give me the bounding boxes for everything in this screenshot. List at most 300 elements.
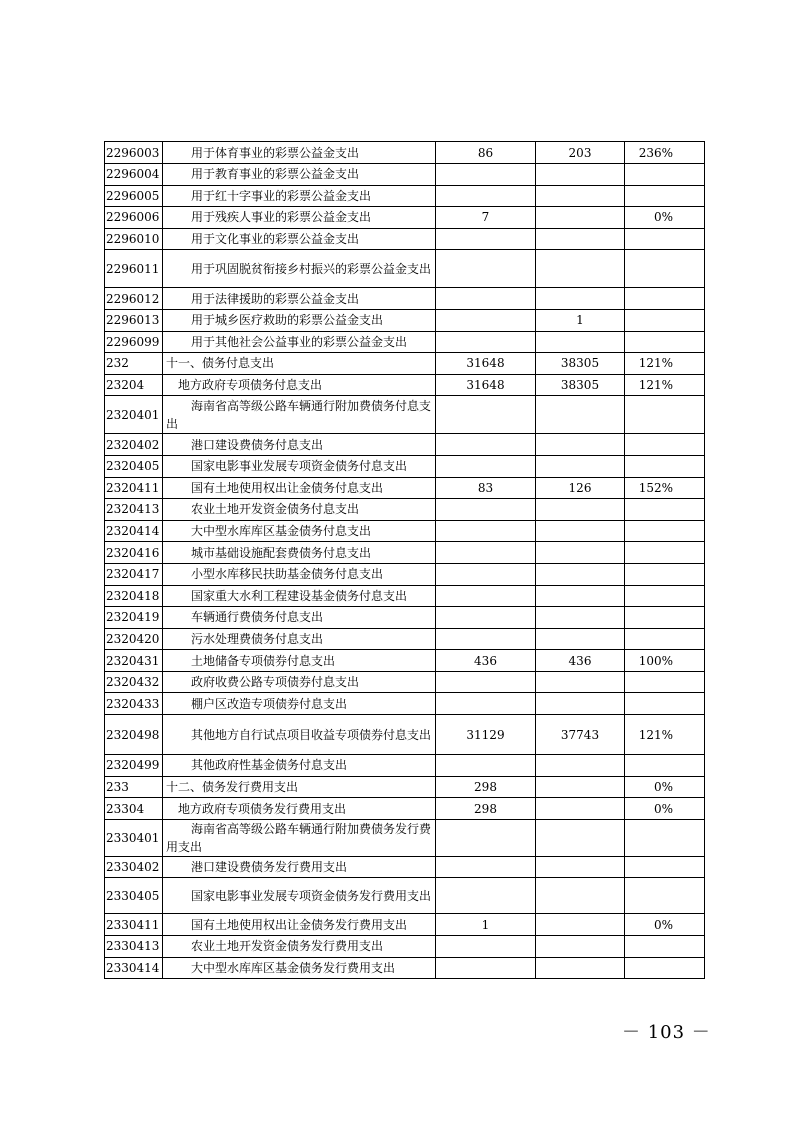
- row-actual-value: [536, 819, 625, 856]
- row-percentage: [625, 856, 705, 878]
- row-code: [105, 353, 163, 375]
- row-percentage: [625, 914, 705, 936]
- row-code-text: 2320411: [106, 480, 160, 495]
- table-row: [105, 628, 705, 650]
- row-percentage: [625, 715, 705, 755]
- page-number: － 103 －: [622, 1022, 711, 1043]
- row-budget-value-text: 86: [477, 145, 494, 160]
- row-budget-value: [436, 250, 536, 288]
- row-percentage: [625, 936, 705, 958]
- row-code: [105, 207, 163, 229]
- row-percentage: [625, 563, 705, 585]
- table-row: [105, 957, 705, 979]
- table-row: [105, 671, 705, 693]
- row-item-name: [163, 185, 436, 207]
- row-item-name: [163, 878, 436, 914]
- row-code: [105, 607, 163, 629]
- row-budget-value-text: 298: [474, 779, 497, 794]
- row-item-name-text: 用于残疾人事业的彩票公益金支出: [191, 210, 372, 225]
- row-code: [105, 185, 163, 207]
- row-percentage: [625, 819, 705, 856]
- row-actual-value: [536, 957, 625, 979]
- row-item-name-text: 港口建设费债务付息支出: [191, 437, 324, 452]
- table-row: [105, 353, 705, 375]
- row-item-name: [163, 353, 436, 375]
- row-budget-value: [436, 542, 536, 564]
- row-actual-value: [536, 374, 625, 396]
- row-item-name-text: 国家电影事业发展专项资金债务发行费用支出: [191, 888, 432, 903]
- table-row: [105, 250, 705, 288]
- row-item-name-text: 用于巩固脱贫衔接乡村振兴的彩票公益金支出: [191, 261, 432, 276]
- row-code-text: 2320413: [106, 502, 160, 517]
- row-actual-value: [536, 353, 625, 375]
- row-budget-value: [436, 353, 536, 375]
- row-code: [105, 288, 163, 310]
- budget-table-body: [105, 142, 705, 979]
- row-percentage: [625, 309, 705, 331]
- row-code-text: 2296010: [106, 232, 160, 247]
- table-row: [105, 396, 705, 434]
- row-item-name: [163, 914, 436, 936]
- table-row: [105, 693, 705, 715]
- row-code: [105, 798, 163, 820]
- budget-table: [104, 141, 705, 979]
- row-code-text: 2320402: [106, 437, 160, 452]
- row-item-name: [163, 755, 436, 777]
- row-item-name-text: 政府收费公路专项债券付息支出: [191, 675, 360, 690]
- row-percentage-text: 236%: [638, 145, 673, 160]
- row-budget-value: [436, 499, 536, 521]
- table-row: [105, 520, 705, 542]
- row-budget-value: [436, 164, 536, 186]
- row-percentage: [625, 185, 705, 207]
- row-code: [105, 671, 163, 693]
- row-budget-value: [436, 607, 536, 629]
- table-row: [105, 715, 705, 755]
- table-row: [105, 563, 705, 585]
- row-item-name: [163, 585, 436, 607]
- row-item-name-text: 农业土地开发资金债务付息支出: [191, 502, 360, 517]
- row-item-name-text: 十二、债务发行费用支出: [166, 779, 299, 794]
- row-item-name: [163, 477, 436, 499]
- row-actual-value: [536, 164, 625, 186]
- row-budget-value: [436, 856, 536, 878]
- table-row: [105, 455, 705, 477]
- row-actual-value-text: 38305: [560, 378, 600, 393]
- row-actual-value: [536, 331, 625, 353]
- row-item-name-text: 海南省高等级公路车辆通行附加费债务付息支出: [166, 398, 432, 431]
- row-actual-value: [536, 477, 625, 499]
- row-actual-value: [536, 585, 625, 607]
- row-percentage: [625, 288, 705, 310]
- table-row: [105, 878, 705, 914]
- row-item-name: [163, 856, 436, 878]
- row-code: [105, 499, 163, 521]
- row-code: [105, 396, 163, 434]
- row-budget-value-text: 31129: [466, 727, 505, 742]
- row-code: [105, 374, 163, 396]
- row-item-name-text: 国有土地使用权出让金债务发行费用支出: [191, 917, 408, 932]
- row-actual-value: [536, 542, 625, 564]
- row-code: [105, 914, 163, 936]
- table-row: [105, 914, 705, 936]
- row-budget-value: [436, 207, 536, 229]
- row-item-name: [163, 374, 436, 396]
- row-budget-value-text: 7: [481, 210, 490, 225]
- row-percentage: [625, 374, 705, 396]
- row-budget-value: [436, 520, 536, 542]
- row-percentage: [625, 353, 705, 375]
- row-actual-value: [536, 455, 625, 477]
- row-item-name-text: 国家重大水利工程建设基金债务付息支出: [191, 588, 408, 603]
- row-code-text: 2320431: [106, 653, 160, 668]
- row-item-name: [163, 607, 436, 629]
- row-percentage: [625, 585, 705, 607]
- table-row: [105, 288, 705, 310]
- row-actual-value: [536, 228, 625, 250]
- row-percentage: [625, 650, 705, 672]
- row-item-name-text: 农业土地开发资金债务发行费用支出: [191, 939, 384, 954]
- row-actual-value: [536, 607, 625, 629]
- row-item-name-text: 其他地方自行试点项目收益专项债券付息支出: [191, 727, 432, 742]
- row-code-text: 2296012: [106, 291, 160, 306]
- row-item-name: [163, 798, 436, 820]
- table-row: [105, 499, 705, 521]
- row-code: [105, 142, 163, 164]
- row-percentage: [625, 142, 705, 164]
- table-row: [105, 309, 705, 331]
- table-row: [105, 542, 705, 564]
- row-budget-value: [436, 228, 536, 250]
- table-row: [105, 755, 705, 777]
- row-item-name: [163, 499, 436, 521]
- row-actual-value: [536, 650, 625, 672]
- row-actual-value-text: 126: [568, 480, 592, 495]
- row-item-name-text: 用于文化事业的彩票公益金支出: [191, 232, 360, 247]
- row-budget-value: [436, 755, 536, 777]
- table-row: [105, 819, 705, 856]
- row-budget-value-text: 83: [477, 480, 494, 495]
- row-item-name: [163, 396, 436, 434]
- row-percentage-text: 0%: [653, 801, 673, 816]
- row-item-name-text: 用于教育事业的彩票公益金支出: [191, 167, 360, 182]
- row-budget-value: [436, 798, 536, 820]
- row-item-name: [163, 331, 436, 353]
- row-item-name-text: 港口建设费债务发行费用支出: [191, 860, 348, 875]
- row-code-text: 2330414: [106, 960, 160, 975]
- row-budget-value-text: 298: [474, 801, 497, 816]
- row-code: [105, 819, 163, 856]
- row-code: [105, 477, 163, 499]
- row-actual-value: [536, 142, 625, 164]
- table-row: [105, 185, 705, 207]
- table-row: [105, 607, 705, 629]
- row-actual-value-text: 436: [568, 653, 592, 668]
- row-percentage: [625, 396, 705, 434]
- row-item-name: [163, 250, 436, 288]
- row-item-name-text: 地方政府专项债务付息支出: [178, 378, 323, 393]
- row-percentage: [625, 455, 705, 477]
- row-actual-value: [536, 563, 625, 585]
- row-code-text: 2296005: [106, 188, 160, 203]
- row-code: [105, 585, 163, 607]
- row-item-name-text: 大中型水库库区基金债务付息支出: [191, 524, 372, 539]
- row-code-text: 2330413: [106, 939, 160, 954]
- row-actual-value-text: 37743: [560, 727, 600, 742]
- row-budget-value: [436, 650, 536, 672]
- row-percentage: [625, 798, 705, 820]
- row-actual-value: [536, 499, 625, 521]
- row-percentage-text: 121%: [638, 727, 673, 742]
- row-percentage: [625, 693, 705, 715]
- row-percentage: [625, 671, 705, 693]
- row-item-name-text: 用于法律援助的彩票公益金支出: [191, 291, 360, 306]
- row-code-text: 2296004: [106, 167, 160, 182]
- row-code: [105, 542, 163, 564]
- row-code-text: 2320405: [106, 459, 160, 474]
- row-percentage: [625, 228, 705, 250]
- row-code: [105, 250, 163, 288]
- row-item-name-text: 污水处理费债务付息支出: [191, 631, 324, 646]
- row-item-name-text: 海南省高等级公路车辆通行附加费债务发行费用支出: [166, 821, 432, 854]
- row-item-name: [163, 776, 436, 798]
- row-actual-value: [536, 798, 625, 820]
- row-budget-value: [436, 455, 536, 477]
- row-budget-value: [436, 185, 536, 207]
- row-code-text: 2296003: [106, 145, 160, 160]
- row-percentage: [625, 331, 705, 353]
- table-row: [105, 331, 705, 353]
- row-item-name: [163, 228, 436, 250]
- row-percentage-text: 100%: [638, 653, 673, 668]
- row-percentage: [625, 878, 705, 914]
- row-actual-value: [536, 878, 625, 914]
- row-item-name: [163, 455, 436, 477]
- row-code: [105, 755, 163, 777]
- row-code: [105, 434, 163, 456]
- row-item-name-text: 棚户区改造专项债券付息支出: [191, 696, 348, 711]
- row-item-name: [163, 715, 436, 755]
- row-code-text: 2320420: [106, 631, 160, 646]
- row-code-text: 2330405: [106, 888, 160, 903]
- row-percentage-text: 0%: [653, 917, 673, 932]
- row-code-text: 2296006: [106, 210, 160, 225]
- row-item-name: [163, 819, 436, 856]
- row-item-name-text: 其他政府性基金债务付息支出: [191, 758, 348, 773]
- table-row: [105, 585, 705, 607]
- row-code-text: 2330402: [106, 860, 160, 875]
- row-budget-value-text: 31648: [466, 378, 505, 393]
- row-item-name-text: 用于城乡医疗救助的彩票公益金支出: [191, 313, 384, 328]
- row-item-name: [163, 693, 436, 715]
- row-code: [105, 331, 163, 353]
- row-percentage: [625, 607, 705, 629]
- row-percentage: [625, 499, 705, 521]
- row-percentage: [625, 520, 705, 542]
- row-code: [105, 628, 163, 650]
- row-item-name: [163, 207, 436, 229]
- row-item-name: [163, 671, 436, 693]
- row-budget-value-text: 1: [481, 917, 490, 932]
- table-row: [105, 650, 705, 672]
- row-code: [105, 693, 163, 715]
- row-code-text: 2296099: [106, 334, 160, 349]
- table-row: [105, 936, 705, 958]
- row-code: [105, 563, 163, 585]
- row-item-name: [163, 288, 436, 310]
- row-percentage: [625, 755, 705, 777]
- row-budget-value-text: 31648: [466, 356, 505, 371]
- row-percentage: [625, 477, 705, 499]
- table-row: [105, 374, 705, 396]
- row-budget-value: [436, 957, 536, 979]
- row-actual-value: [536, 936, 625, 958]
- row-code-text: 2320419: [106, 610, 160, 625]
- row-code: [105, 650, 163, 672]
- row-percentage-text: 121%: [638, 356, 673, 371]
- row-percentage: [625, 164, 705, 186]
- row-percentage: [625, 250, 705, 288]
- row-percentage-text: 152%: [638, 480, 673, 495]
- row-code: [105, 957, 163, 979]
- row-actual-value: [536, 396, 625, 434]
- row-item-name-text: 用于红十字事业的彩票公益金支出: [191, 188, 372, 203]
- row-budget-value: [436, 142, 536, 164]
- row-actual-value-text: 203: [568, 145, 592, 160]
- row-code-text: 2320416: [106, 545, 160, 560]
- row-code: [105, 936, 163, 958]
- row-item-name-text: 城市基础设施配套费债务付息支出: [191, 545, 372, 560]
- row-item-name: [163, 542, 436, 564]
- row-budget-value: [436, 288, 536, 310]
- row-actual-value: [536, 185, 625, 207]
- row-item-name: [163, 957, 436, 979]
- row-item-name-text: 地方政府专项债务发行费用支出: [178, 801, 347, 816]
- row-code-text: 2296013: [106, 313, 160, 328]
- row-actual-value: [536, 856, 625, 878]
- row-budget-value: [436, 477, 536, 499]
- row-percentage: [625, 542, 705, 564]
- table-row: [105, 856, 705, 878]
- row-code: [105, 228, 163, 250]
- row-item-name-text: 国有土地使用权出让金债务付息支出: [191, 480, 384, 495]
- row-percentage: [625, 957, 705, 979]
- row-item-name: [163, 164, 436, 186]
- row-actual-value: [536, 207, 625, 229]
- row-budget-value: [436, 434, 536, 456]
- row-budget-value: [436, 715, 536, 755]
- row-code-text: 2320498: [106, 727, 160, 742]
- row-item-name-text: 土地储备专项债券付息支出: [191, 653, 336, 668]
- row-percentage-text: 0%: [653, 779, 673, 794]
- row-code: [105, 520, 163, 542]
- row-code: [105, 878, 163, 914]
- row-actual-value: [536, 715, 625, 755]
- row-actual-value-text: 38305: [560, 356, 600, 371]
- row-code-text: 2296011: [106, 261, 160, 276]
- row-code: [105, 715, 163, 755]
- row-budget-value: [436, 563, 536, 585]
- row-budget-value: [436, 914, 536, 936]
- row-item-name-text: 国家电影事业发展专项资金债务付息支出: [191, 459, 408, 474]
- row-actual-value: [536, 288, 625, 310]
- row-budget-value-text: 436: [474, 653, 497, 668]
- row-item-name: [163, 563, 436, 585]
- row-percentage-text: 121%: [638, 378, 673, 393]
- table-row: [105, 164, 705, 186]
- row-budget-value: [436, 628, 536, 650]
- row-budget-value: [436, 936, 536, 958]
- row-item-name: [163, 142, 436, 164]
- row-item-name: [163, 520, 436, 542]
- row-actual-value: [536, 914, 625, 936]
- row-code-text: 232: [106, 356, 129, 371]
- row-item-name-text: 小型水库移民扶助基金债务付息支出: [191, 567, 384, 582]
- row-item-name-text: 用于体育事业的彩票公益金支出: [191, 145, 360, 160]
- row-actual-value: [536, 776, 625, 798]
- row-item-name: [163, 628, 436, 650]
- row-code: [105, 856, 163, 878]
- row-actual-value: [536, 671, 625, 693]
- row-budget-value: [436, 585, 536, 607]
- row-code: [105, 776, 163, 798]
- row-actual-value: [536, 250, 625, 288]
- row-code-text: 2320432: [106, 675, 160, 690]
- row-code-text: 2320417: [106, 567, 160, 582]
- row-actual-value: [536, 520, 625, 542]
- row-item-name: [163, 936, 436, 958]
- table-row: [105, 207, 705, 229]
- row-code-text: 233: [106, 779, 129, 794]
- row-item-name-text: 车辆通行费债务付息支出: [191, 610, 324, 625]
- row-actual-value: [536, 628, 625, 650]
- row-code: [105, 309, 163, 331]
- table-row: [105, 776, 705, 798]
- table-row: [105, 798, 705, 820]
- row-item-name: [163, 309, 436, 331]
- row-item-name-text: 大中型水库库区基金债务发行费用支出: [191, 960, 396, 975]
- row-actual-value-text: 1: [576, 313, 584, 328]
- table-row: [105, 142, 705, 164]
- row-code-text: 2320401: [106, 407, 160, 422]
- row-code-text: 2320414: [106, 524, 160, 539]
- row-code-text: 2320499: [106, 758, 160, 773]
- table-row: [105, 434, 705, 456]
- row-percentage: [625, 207, 705, 229]
- row-actual-value: [536, 309, 625, 331]
- row-code-text: 2320433: [106, 696, 160, 711]
- row-budget-value: [436, 374, 536, 396]
- row-budget-value: [436, 776, 536, 798]
- row-percentage: [625, 434, 705, 456]
- row-percentage-text: 0%: [653, 210, 673, 225]
- row-actual-value: [536, 693, 625, 715]
- table-row: [105, 477, 705, 499]
- row-actual-value: [536, 755, 625, 777]
- row-budget-value: [436, 878, 536, 914]
- row-budget-value: [436, 309, 536, 331]
- row-budget-value: [436, 331, 536, 353]
- row-budget-value: [436, 396, 536, 434]
- table-row: [105, 228, 705, 250]
- row-code-text: 2330411: [106, 917, 160, 932]
- row-item-name: [163, 650, 436, 672]
- row-code-text: 2320418: [106, 588, 160, 603]
- row-budget-value: [436, 671, 536, 693]
- row-code: [105, 455, 163, 477]
- row-budget-value: [436, 693, 536, 715]
- row-budget-value: [436, 819, 536, 856]
